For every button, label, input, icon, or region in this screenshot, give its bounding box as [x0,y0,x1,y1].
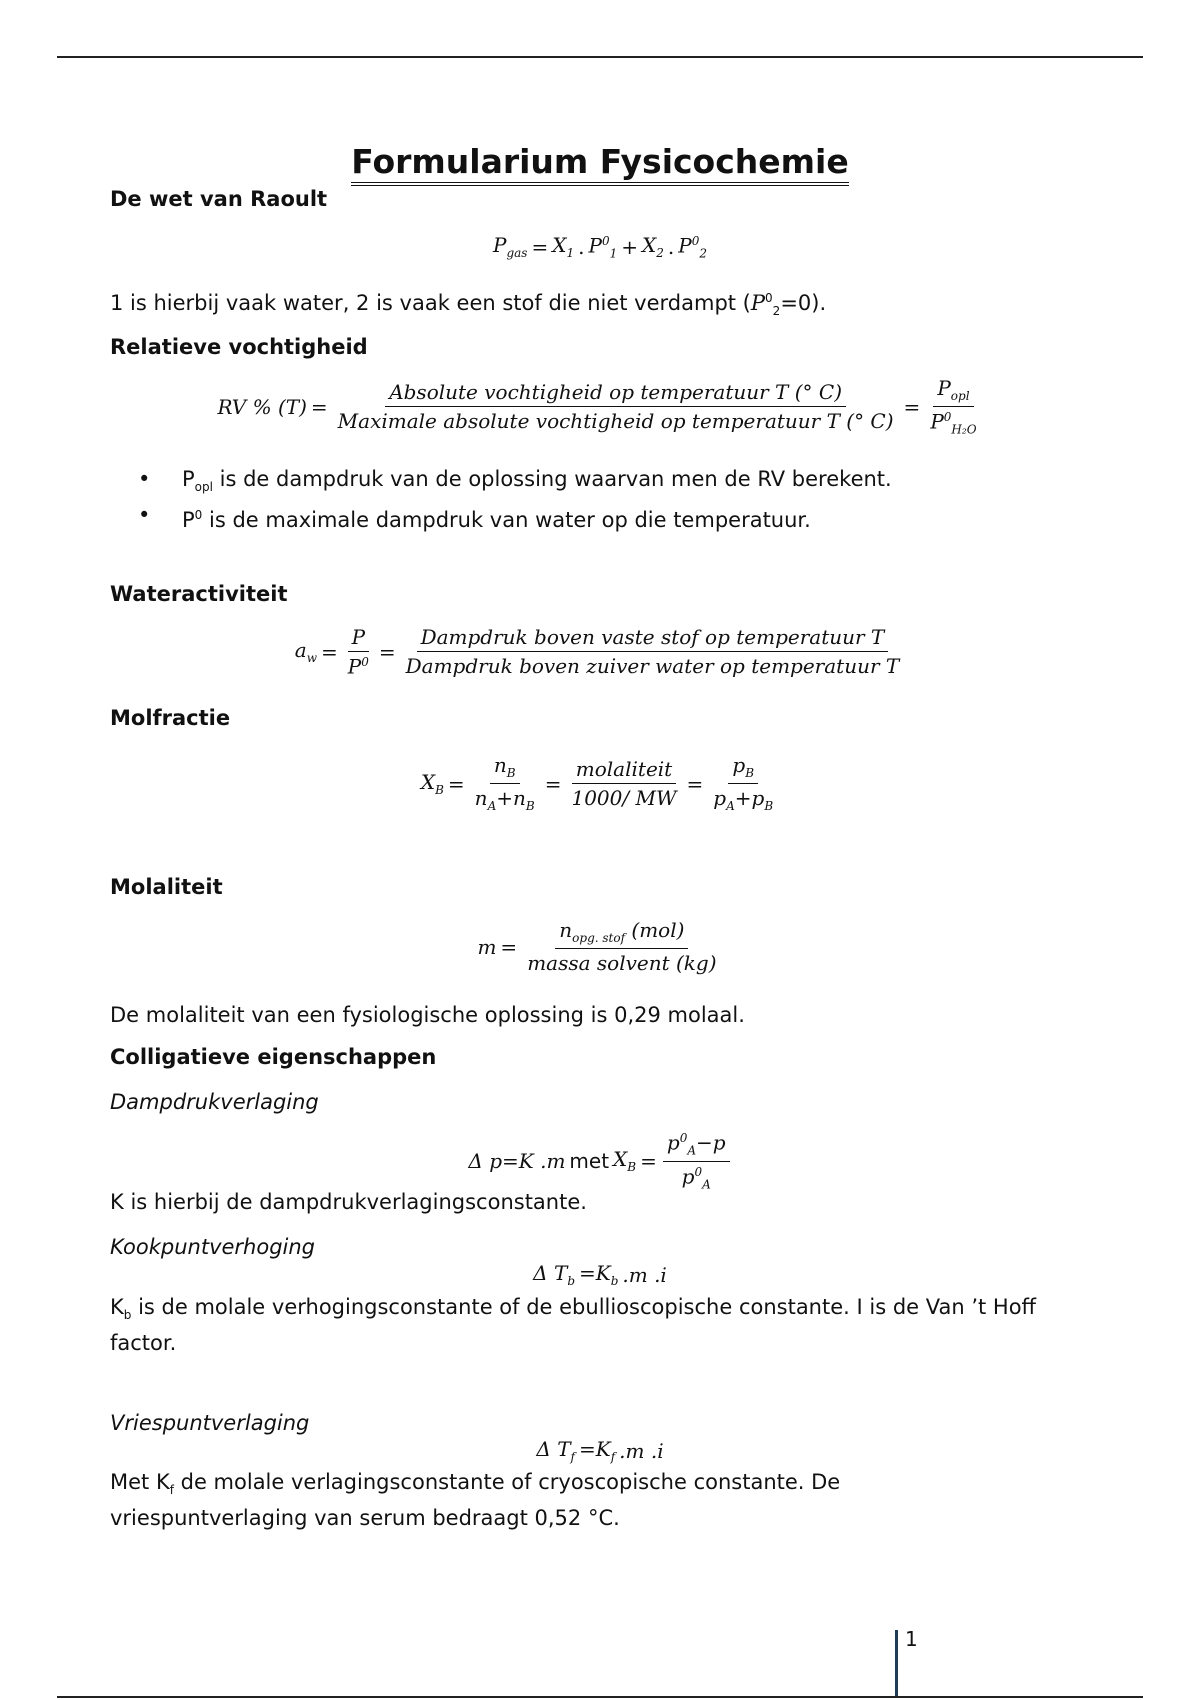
rv-bullet-list [138,465,892,534]
header-rule [57,56,1143,58]
kookpunt-note: $K_b$ is de molale verhogingsconstante of de ebullioscopische constante. I is de Van ’t Hoff factor. [110,1295,1037,1356]
vriespunt-note: Met $K_f$ de molale verlagingsconstante of cryoscopische constante. De vriespuntverlaging van serum bedraagt 0,52 °C. [110,1470,841,1531]
footer-rule [57,1696,1143,1698]
subheading-kookpuntverhoging: Kookpuntverhoging [110,1235,316,1259]
dampdruk-note: K is hierbij de dampdrukverlagingsconstante. [110,1190,587,1214]
heading-wateractiviteit: Wateractiviteit [110,582,288,606]
raoult-note: 1 is hierbij vaak water, 2 is vaak een stof die niet verdampt $(P^0_2=0)$. [110,291,827,319]
equation-wateractiviteit: $a_w$ = $\frac{P}{P^0}$ = $\frac{\text{Dampdruk boven vaste stof op temperatuur T}}{\text{Dampdruk boven zuiver water op temperatuur T}}$ [294,625,900,679]
page-title: Formularium Fysicochemie [0,142,1200,181]
heading-molaliteit: Molaliteit [110,875,223,899]
heading-molfractie: Molfractie [110,706,231,730]
page-number: 1 [905,1627,918,1651]
equation-vriespuntverlaging: Δ $T_f$ $=K_f$ .m .i [536,1437,664,1464]
equation-rv: RV % (T) = $\frac{\text{Absolute vochtigheid op temperatuur T (° C)}}{\text{Maximale absolute vochtigheid op temperatuur T (° C)}}$ = $\frac{P_{opl}}{P^0_{H_2O}}$ [217,376,977,437]
molaliteit-note: De molaliteit van een fysiologische oplossing is 0,29 molaal. [110,1003,745,1027]
equation-raoult: $P_{gas}$ = $X_1$ . $P^0_1$ + $X_2$ . $P^0_2$ [493,233,707,261]
equation-dampdrukverlaging: Δ p=K .m met $X_B$ = $\frac{p^0_A-p}{p^0_A}$ [0,1132,1200,1190]
subheading-vriespuntverlaging: Vriespuntverlaging [110,1411,310,1435]
heading-colligatieve-eigenschappen: Colligatieve eigenschappen [110,1045,437,1069]
equation-molfractie: $X_B$ = $\frac{n_B}{n_A+n_B}$ = $\frac{\text{molaliteit}}{1000/ MW}$ = $\frac{p_B}{p_A+p_B}$ [420,753,774,813]
equation-kookpuntverhoging: Δ $T_b$ $=K_b$ .m .i [533,1261,667,1288]
page-number-divider [895,1630,898,1698]
heading-relatieve-vochtigheid: Relatieve vochtigheid [110,335,368,359]
equation-molaliteit: m = $\frac{n_{opg. stof} (mol)}{\text{massa solvent (kg)}}$ [477,918,717,975]
list-item: • $P_{opl}$ is de dampdruk van de oplossing waarvan men de RV berekent. [138,465,892,501]
heading-raoult: De wet van Raoult [110,187,328,211]
list-item: • $P^0$ is de maximale dampdruk van water op die temperatuur. [138,501,892,534]
subheading-dampdrukverlaging: Dampdrukverlaging [110,1090,319,1114]
